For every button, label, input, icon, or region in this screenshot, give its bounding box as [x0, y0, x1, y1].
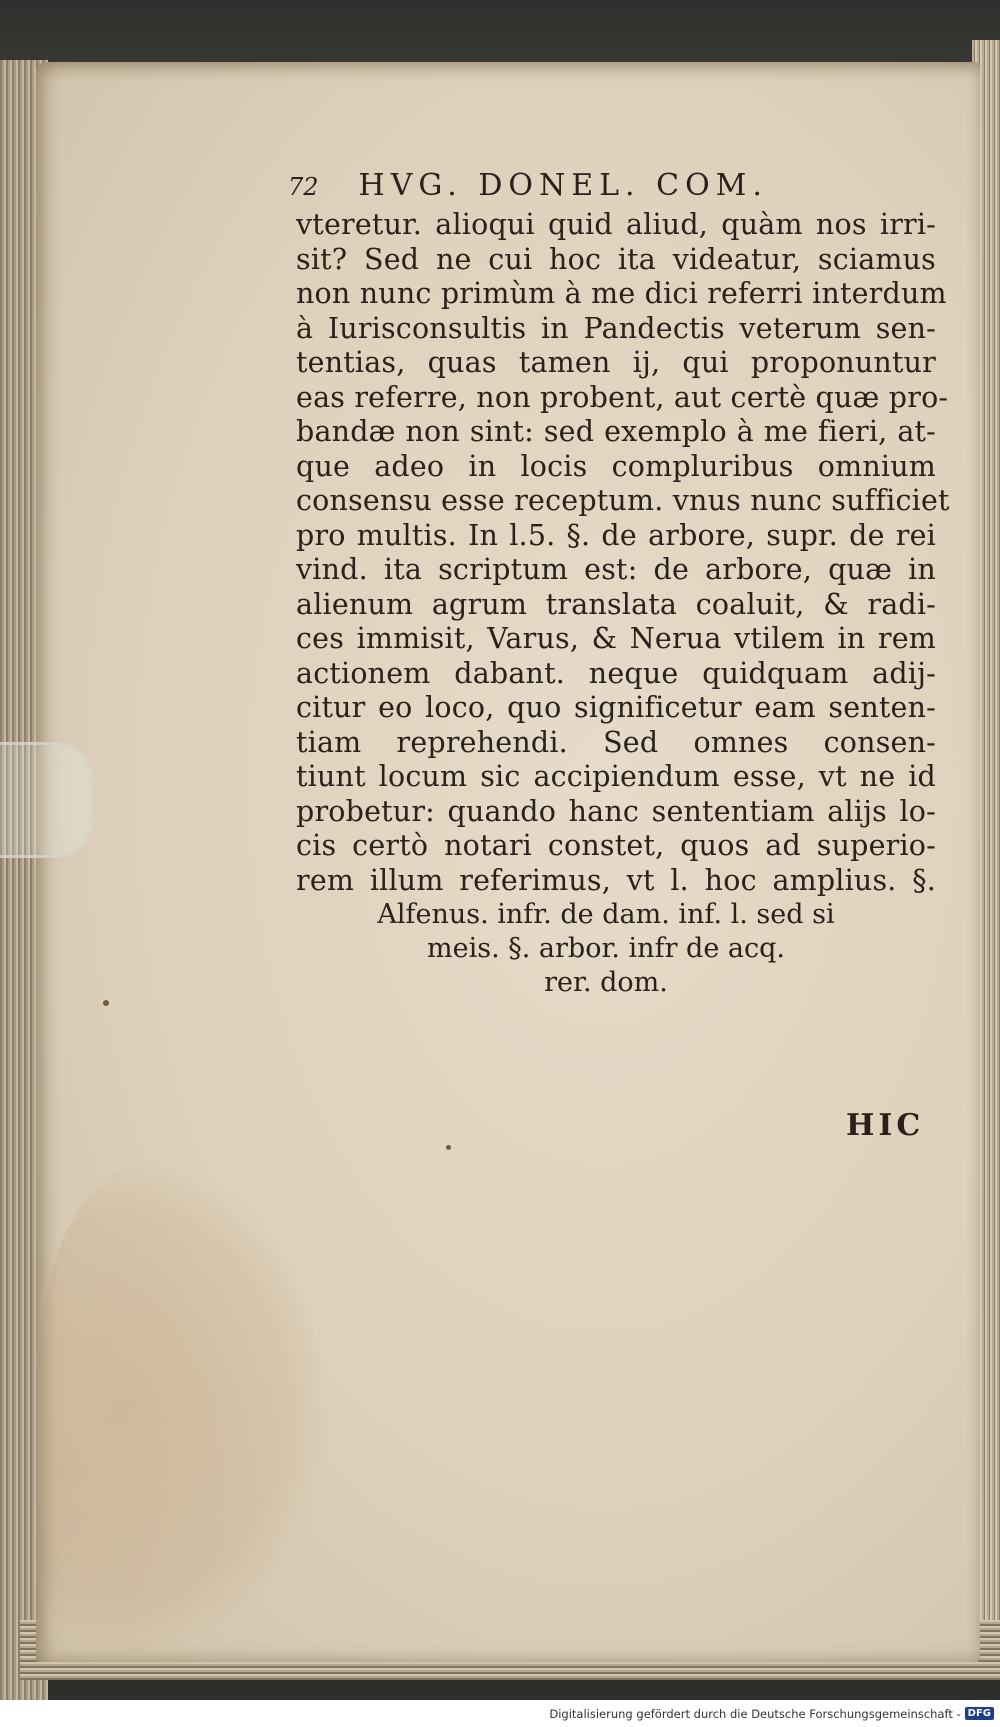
catchword: HIC — [846, 1108, 925, 1143]
body-line: vind. ita scriptum est: de arbore, quæ in — [296, 553, 936, 586]
body-line: tentias, quas tamen ij, qui proponuntur — [296, 346, 936, 379]
body-line: cis certò notari constet, quos ad superio- — [296, 829, 936, 862]
body-line: non nunc primùm à me dici referri interdum — [296, 277, 947, 310]
body-line: tiam reprehendi. Sed omnes consen- — [296, 725, 936, 759]
body-line: actionem dabant. neque quidquam adij- — [296, 656, 936, 690]
body-line: rem illum referimus, vt l. hoc amplius. §. — [296, 863, 936, 897]
body-line: consensu esse receptum. vnus nunc sufficiet — [296, 484, 950, 517]
body-line: ces immisit, Varus, & Nerua vtilem in rem — [296, 622, 936, 655]
ink-speck — [446, 1145, 451, 1150]
body-line: alienum agrum translata coaluit, & radi- — [296, 587, 936, 621]
credit-text: Digitalisierung gefördert durch die Deutsche Forschungsgemeinschaft - — [549, 1706, 961, 1721]
body-line: citur eo loco, quo significetur eam senten- — [296, 691, 936, 724]
body-line: tiunt locum sic accipiendum esse, vt ne id — [296, 760, 936, 793]
digitization-credit — [0, 1700, 1000, 1727]
body-line: probetur: quando hanc sententiam alijs lo- — [296, 794, 936, 828]
body-line: eas referre, non probent, aut certè quæ pro- — [296, 380, 949, 414]
citation-line: Alfenus. infr. de dam. inf. l. sed si — [377, 899, 835, 930]
running-head — [288, 168, 936, 208]
body-line: sit? Sed ne cui hoc ita videatur, sciamus — [296, 242, 936, 276]
body-line: que adeo in locis compluribus omnium — [296, 449, 936, 483]
body-line: vteretur. alioqui quid aliud, quàm nos irri- — [296, 208, 936, 241]
dfg-logo-icon[interactable]: DFG — [965, 1707, 994, 1720]
body-line: à Iurisconsultis in Pandectis veterum sen- — [296, 311, 936, 345]
ink-speck — [103, 1000, 109, 1006]
citation-line: meis. §. arbor. infr de acq. — [427, 933, 785, 964]
page-clip — [0, 742, 93, 858]
text-block — [288, 168, 950, 1000]
citation-line: rer. dom. — [544, 967, 668, 998]
body-line: pro multis. In l.5. §. de arbore, supr. de rei — [296, 518, 936, 552]
body-line: bandæ non sint: sed exemplo à me fieri, at- — [296, 415, 936, 448]
running-title: HVG. DONEL. COM. — [358, 168, 768, 203]
page-number: 72 — [288, 173, 319, 201]
